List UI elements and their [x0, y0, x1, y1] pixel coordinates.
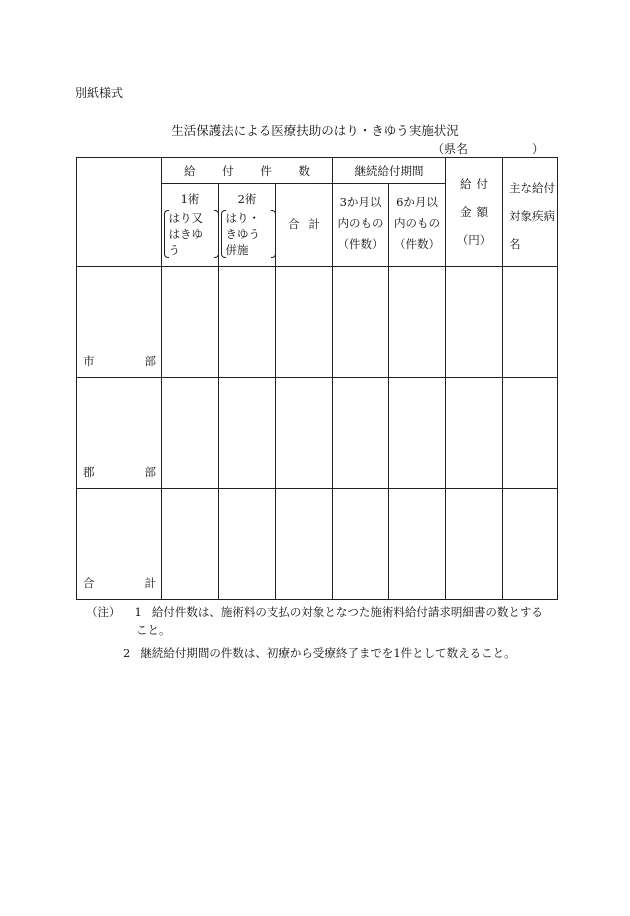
form-label: 別紙様式 [75, 86, 124, 100]
table-row [77, 267, 558, 378]
corner-cell [77, 158, 162, 267]
two-treatment-header: 2術 はり・ きゆう 併施 [219, 184, 276, 267]
bracket-one-treatment: はり又 はきゆ う [164, 210, 217, 258]
disease-header: 主な給付 対象疾病 名 [503, 158, 558, 267]
notes-section [86, 603, 543, 662]
amount-header: 給 付 金 額 （円） [446, 158, 503, 267]
table-row [77, 489, 558, 600]
three-month-header: 3か月以 内のもの （件数） [333, 184, 389, 267]
status-table [76, 157, 558, 600]
six-month-header: 6か月以 内のもの （件数） [389, 184, 446, 267]
prefecture-open: （県名 [432, 142, 469, 156]
table-row [77, 378, 558, 489]
total-header: 合 計 [276, 184, 333, 267]
header-row-1 [77, 158, 558, 184]
payments-header: 給 付 件 数 [162, 158, 333, 184]
period-header: 継続給付期間 [333, 158, 446, 184]
note-item-2: 2 継続給付期間の件数は、初療から受療終了までを1件として数えること。 [123, 646, 516, 660]
row-label-city: 市 部 [77, 267, 162, 378]
one-treatment-header: 1術 はり又 はきゆ う [162, 184, 219, 267]
bracket-two-treatment: はり・ きゆう 併施 [221, 210, 274, 258]
note-item-1-cont: こと。 [136, 623, 171, 637]
document-title: 生活保護法による医療扶助のはり・きゆう実施状況 [171, 123, 459, 138]
prefecture-field [432, 140, 544, 157]
row-label-total: 合 計 [77, 489, 162, 600]
prefecture-close: ） [532, 142, 545, 156]
row-label-county: 郡 部 [77, 378, 162, 489]
note-item-1: （注） 1 給付件数は、施術料の支払の対象となつた施術料給付請求明細書の数とする [86, 605, 543, 619]
